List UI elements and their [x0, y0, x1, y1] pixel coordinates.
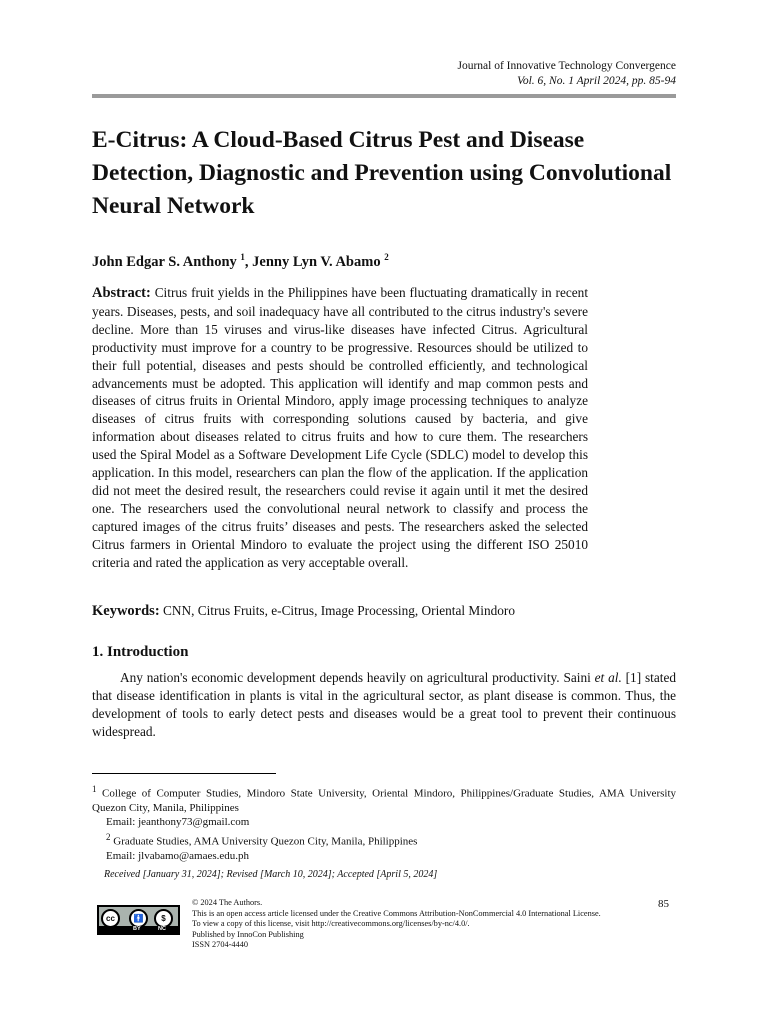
- author-name: John Edgar S. Anthony: [92, 253, 237, 270]
- abstract: [92, 284, 588, 572]
- intro-text: [1] stated that disease identification in plants is vital in the agricultural sector, as plant disease is common. Thus, the development of tools to early detect pests and diseases would be a great tool to prevent their continuous widespread.: [92, 670, 676, 739]
- cc-nc-label: NC: [158, 926, 166, 932]
- intro-paragraph: [92, 669, 676, 741]
- footnote-text: Graduate Studies, AMA University Quezon City, Manila, Philippines: [113, 835, 418, 848]
- copyright: © 2024 The Authors.: [192, 898, 263, 907]
- footnote-1: [92, 782, 676, 815]
- abstract-text: Citrus fruit yields in the Philippines have been fluctuating dramatically in recent years. Diseases, pests, and soil inadequacy have all contributed to the citrus industry's severe decline. More than 15 viruses and virus-like diseases have infected Citrus. Agricultural productivity must improve for a country to be progressive. Resources should be utilized to their full potential, diseases and pests should be controlled efficiently, and technological advancements must be adopted. This application will identify and map common pests and diseases of citrus fruits in Oriental Mindoro, apply image processing techniques to analyze diseases of citrus fruits with corresponding solutions caused by bacteria, and give information about diseases related to citrus fruits and how to cure them. The researchers used the Spiral Model as a Software Development Life Cycle (SDLC) model to develop this application. In this model, researchers can plan the flow of the application. If the application did not meet the desired result, the researchers could revise it again until it met the desired one. The researchers used the convolutional neural network to classify and process the captured images of the citrus fruits’ diseases and pests. The researchers asked the selected Citrus farmers in Oriental Mindoro to evaluate the project using the different ISO 25010 criteria and rated the application as very acceptable overall.: [92, 285, 589, 570]
- footnote-email: Email: jeanthony73@gmail.com: [106, 816, 250, 829]
- header-divider: [92, 94, 676, 98]
- journal-name: Journal of Innovative Technology Convergence: [457, 60, 676, 72]
- issn: ISSN 2704-4440: [192, 940, 249, 950]
- license-text: This is an open access article licensed under the Creative Commons Attribution-NonCommercial 4.0 International License.: [192, 908, 601, 918]
- author-separator: ,: [244, 253, 253, 270]
- keywords-text: CNN, Citrus Fruits, e-Citrus, Image Processing, Oriental Mindoro: [163, 603, 515, 618]
- license-block: [192, 898, 601, 951]
- cc-icon: cc: [101, 909, 120, 928]
- cc-by-nc-logo[interactable]: [97, 905, 180, 935]
- cc-label-bar: [99, 926, 178, 933]
- author-name: Jenny Lyn V. Abamo: [252, 253, 381, 270]
- author-list: [92, 252, 389, 271]
- footnote-divider: [92, 773, 276, 774]
- footnote-email: Email: jlvabamo@amaes.edu.ph: [106, 849, 250, 862]
- nc-icon: $: [154, 909, 173, 928]
- et-al: et al.: [594, 670, 622, 685]
- by-person-icon: 🚹: [129, 909, 148, 928]
- paper-title: E-Citrus: A Cloud-Based Citrus Pest and Disease Detection, Diagnostic and Prevention using Convolutional Neural Network: [92, 127, 672, 219]
- footnote-text: College of Computer Studies, Mindoro State University, Oriental Mindoro, Philippines/Graduate Studies, AMA University Quezon City, Manila, Philippines: [92, 787, 677, 814]
- intro-text: Any nation's economic development depends heavily on agricultural productivity. Saini: [120, 670, 595, 685]
- license-link[interactable]: To view a copy of this license, visit http://creativecommons.org/licenses/by-nc/4.0/.: [192, 919, 470, 929]
- keywords-label: Keywords:: [92, 603, 160, 619]
- keywords: [92, 603, 515, 620]
- cc-by-label: BY: [133, 926, 141, 932]
- volume-info: Vol. 6, No. 1 April 2024, pp. 85-94: [517, 74, 676, 87]
- author-affiliation-mark: 2: [384, 252, 389, 262]
- page-number: 85: [658, 898, 669, 910]
- publisher: Published by InnoCon Publishing: [192, 929, 304, 939]
- footnote-mark: 2: [106, 831, 111, 842]
- running-header: [458, 59, 677, 88]
- footnotes: [92, 782, 676, 863]
- submission-dates: Received [January 31, 2024]; Revised [March 10, 2024]; Accepted [April 5, 2024]: [104, 869, 438, 880]
- footnote-mark: 1: [92, 784, 97, 794]
- abstract-label: Abstract:: [92, 285, 151, 301]
- footnote-2: [92, 830, 676, 849]
- author-affiliation-mark: 1: [240, 252, 245, 262]
- section-heading: 1. Introduction: [92, 644, 189, 660]
